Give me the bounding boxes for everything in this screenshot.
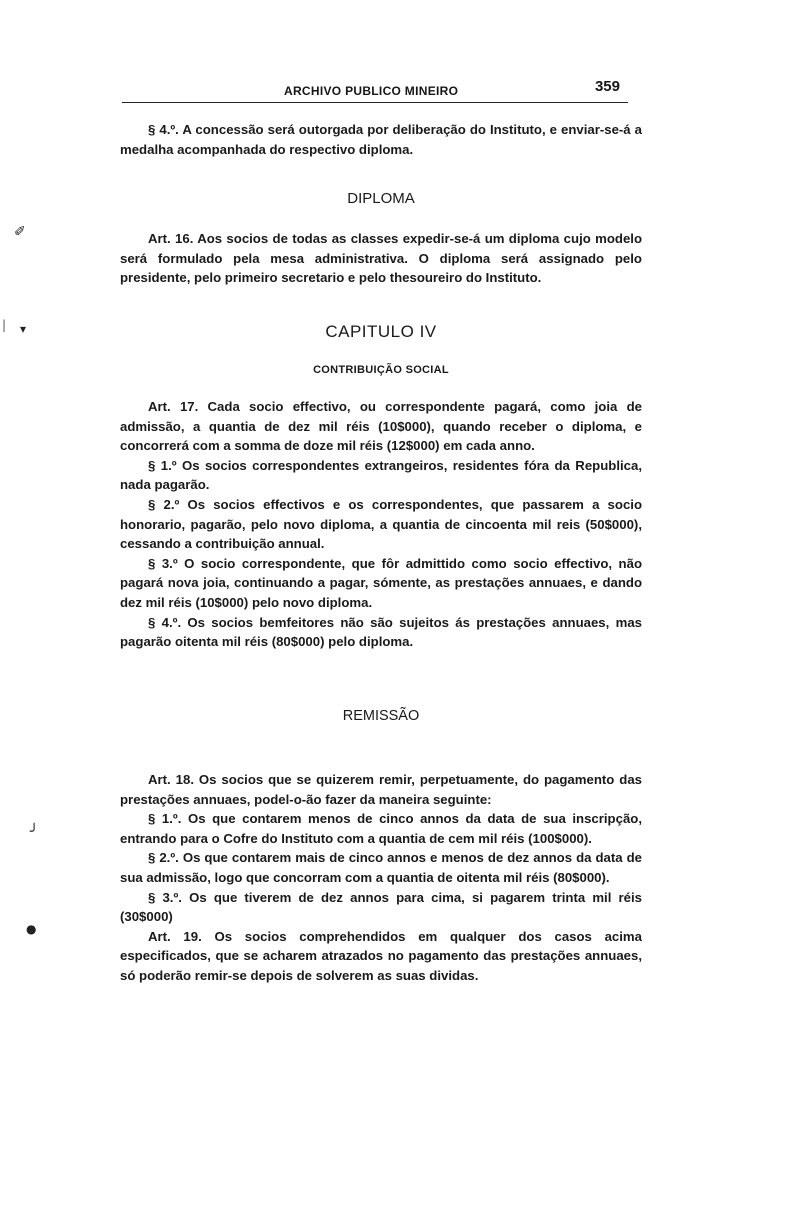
margin-ink-mark: |	[2, 318, 7, 332]
paragraph: § 2.º Os socios effectivos e os correspondentes, que passarem a socio honorario, pagarão, pelo novo diploma, a quantia de cincoenta mil reis (50$000), cessando a contribuição annual.	[120, 496, 642, 552]
paragraph: Art. 18. Os socios que se quizerem remir, perpetuamente, do pagamento das prestações annuaes, podel-o-ão fazer da maneira seguinte:	[120, 772, 642, 807]
paragraph: § 2.º. Os que contarem mais de cinco annos e menos de dez annos da data de sua admissão, logo que concorram com a quantia de oitenta mil réis (80$000).	[120, 850, 642, 885]
page-header	[122, 76, 628, 103]
page-number: 359	[594, 78, 620, 95]
section-remissao-body	[120, 770, 642, 986]
chapter-heading: CAPITULO IV	[325, 322, 437, 341]
section-heading-diploma: DIPLOMA	[347, 190, 415, 207]
margin-ink-mark: ▾	[20, 322, 27, 336]
paragraph: Art. 19. Os socios comprehendidos em qualquer dos casos acima especificados, que se acharem atrazados no pagamento das prestações annuaes, só poderão remir-se depois de solverem as suas dividas.	[120, 928, 642, 983]
running-title: ARCHIVO PUBLICO MINEIRO	[284, 84, 459, 98]
paragraph: § 3.º O socio correspondente, que fôr admittido como socio effectivo, não pagará nova joia, continuando a pagar, sómente, as prestações annuaes, e dando dez mil réis (10$000) pelo novo diploma.	[120, 555, 642, 610]
section-heading-remissao: REMISSÃO	[342, 708, 420, 724]
margin-ink-mark: ╯	[30, 824, 39, 840]
paragraph: Art. 16. Aos socios de todas as classes expedir-se-á um diploma cujo modelo será formulado pela mesa administrativa. O diploma será assignado pelo presidente, pelo primeiro secretario e pelo thesoureiro do Instituto.	[120, 231, 642, 286]
margin-ink-mark: ✐	[14, 224, 26, 240]
chapter-subheading: CONTRIBUIÇÃO SOCIAL	[313, 364, 449, 376]
section-contribution-body	[120, 397, 642, 652]
paragraph: § 1.º. Os que contarem menos de cinco annos da data de sua inscripção, entrando para o Cofre do Instituto com a quantia de cem mil réis (100$000).	[120, 811, 642, 846]
section-diploma-body	[120, 229, 642, 288]
paragraph: § 1.º Os socios correspondentes extrangeiros, residentes fóra da Republica, nada pagarão.	[120, 457, 642, 493]
section-medal-paragraph	[120, 120, 642, 159]
paragraph: § 3.º. Os que tiverem de dez annos para cima, si pagarem trinta mil réis (30$000)	[120, 889, 642, 925]
paragraph: § 4.º. A concessão será outorgada por deliberação do Instituto, e enviar-se-á a medalha acompanhada do respectivo diploma.	[120, 122, 642, 157]
margin-ink-mark: ●	[26, 922, 37, 936]
paragraph: Art. 17. Cada socio effectivo, ou correspondente pagará, como joia de admissão, a quantia de dez mil réis (10$000), quando receber o diploma, e concorrerá com a somma de doze mil réis (12$000) em cada anno.	[120, 399, 642, 454]
paragraph: § 4.º. Os socios bemfeitores não são sujeitos ás prestações annuaes, mas pagarão oitenta mil réis (80$000) pelo diploma.	[120, 614, 642, 650]
